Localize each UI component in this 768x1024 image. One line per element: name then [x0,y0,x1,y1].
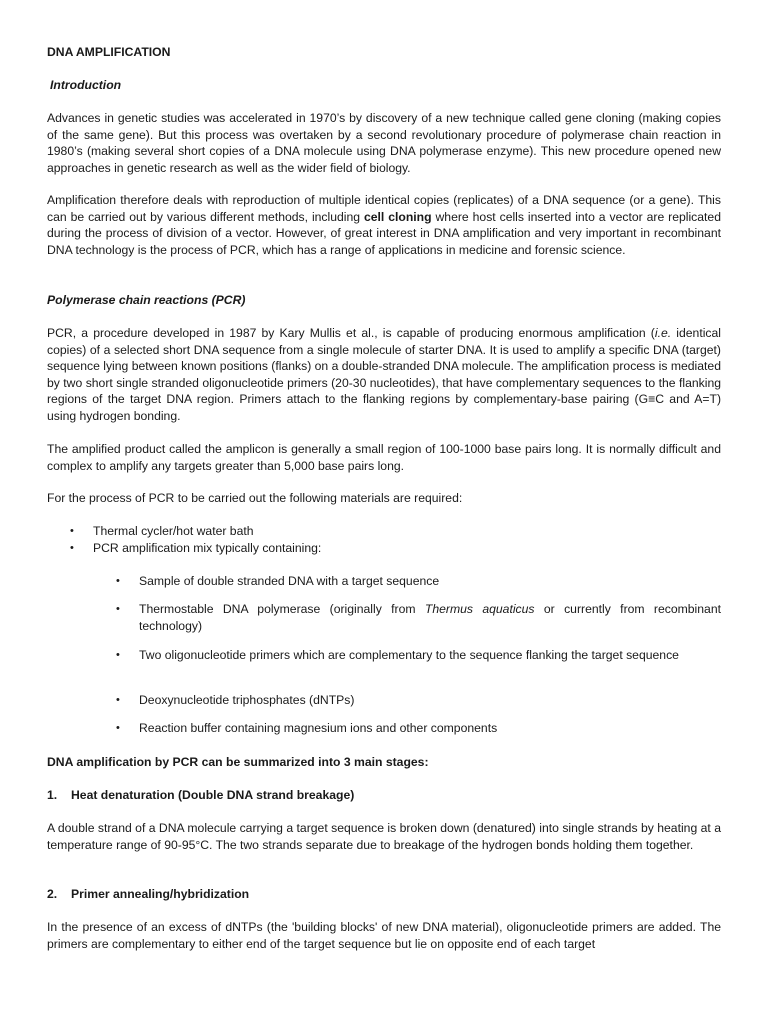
bullet-icon: • [116,603,120,615]
stages-heading: DNA amplification by PCR can be summarized into 3 main stages: [47,755,429,769]
list-item [116,720,721,737]
stage-2-heading [47,886,721,903]
list-item [70,540,721,557]
pcr-paragraph [47,325,721,425]
list-item-text: Deoxynucleotide triphosphates (dNTPs) [139,693,355,707]
cell-cloning-term: cell cloning [363,209,432,224]
list-item-text: Reaction buffer containing magnesium ions and other components [139,721,498,735]
bullet-icon: • [116,575,120,587]
amplicon-paragraph: The amplified product called the amplicon is generally a small region of 100-1000 base pairs long. It is normally difficult and complex to amplify any targets greater than 5,000 base pairs long. [47,442,721,473]
list-item [116,573,721,590]
pcr-text-1: PCR, a procedure developed in 1987 by Kary Mullis et al., is capable of producing enormous amplification ( [47,326,655,340]
list-item-text-part: or currently from recombinant technology) [139,602,721,633]
amplification-text-1: Amplification therefore deals with reproduction of multiple identical copies (replicates) of a DNA sequence (or a gene). This can be carried out by various different methods, including [47,193,721,224]
pcr-text-2: identical copies) of a selected short DNA sequence from a single molecule of starter DNA. It is used to amplify a specific DNA (target) sequence lying between known positions (flanks) on a double-stranded DNA molecule. The amplification process is mediated by two short single stranded oligonucleotide primers (20-30 nucleotides), that have complementary sequences to the flanking regions of the target DNA region. Primers attach to the flanking regions by complementary-base pairing (G≡C and A=T) using hydrogen bonding. [47,326,721,423]
annealing-paragraph: In the presence of an excess of dNTPs (the 'building blocks' of new DNA material), oligonucleotide primers are added. The primers are complementary to either end of the target sequence but lie on opposite end of each target [47,920,721,951]
list-item-text: Sample of double stranded DNA with a target sequence [139,574,440,588]
amplification-paragraph [47,192,721,258]
list-item [116,692,721,709]
list-item-text: PCR amplification mix typically containing: [93,541,322,555]
stage-title: Heat denaturation (Double DNA strand breakage) [71,788,355,802]
intro-paragraph: Advances in genetic studies was accelerated in 1970’s by discovery of a new technique called gene cloning (making copies of the same gene). But this process was overtaken by a second revolutionary procedure of polymerase chain reaction in 1980’s (making several short copies of a DNA molecule using DNA polymerase enzyme). This new procedure opened new approaches in genetic research as well as the wider field of biology. [47,111,721,175]
list-item [116,647,721,681]
ie-abbreviation: i.e. [654,326,672,340]
list-item [70,523,721,540]
bullet-icon: • [70,525,74,537]
organism-name: Thermus aquaticus [424,602,535,616]
list-item-text: Two oligonucleotide primers which are complementary to the sequence flanking the target sequence [139,648,679,662]
bullet-icon: • [116,722,120,734]
amplification-text-2: where host cells inserted into a vector are replicated during the process of division of a vector. However, of great interest in DNA amplification and very important in recombinant DNA technology is the process of PCR, which has a range of applications in medicine and forensic science. [47,209,721,257]
bullet-icon: • [70,542,74,554]
denaturation-paragraph: A double strand of a DNA molecule carrying a target sequence is broken down (denatured) into single strands by heating at a temperature range of 90-95°C. The two strands separate due to breakage of the hydrogen bonds holding them together. [47,821,721,852]
bullet-icon: • [116,694,120,706]
document-title: DNA AMPLIFICATION [47,45,171,59]
bullet-icon: • [116,649,120,661]
list-item-text [139,601,721,634]
list-item [116,601,721,635]
materials-intro: For the process of PCR to be carried out the following materials are required: [47,491,463,505]
introduction-heading: Introduction [50,78,122,92]
stage-title: Primer annealing/hybridization [71,887,250,901]
stage-1-heading [47,787,721,804]
stage-number: 1. [47,788,58,802]
stage-number: 2. [47,887,58,901]
list-item-text-part: Thermostable DNA polymerase (originally from [139,602,425,616]
list-item-text: Thermal cycler/hot water bath [93,524,254,538]
pcr-heading: Polymerase chain reactions (PCR) [47,293,246,307]
